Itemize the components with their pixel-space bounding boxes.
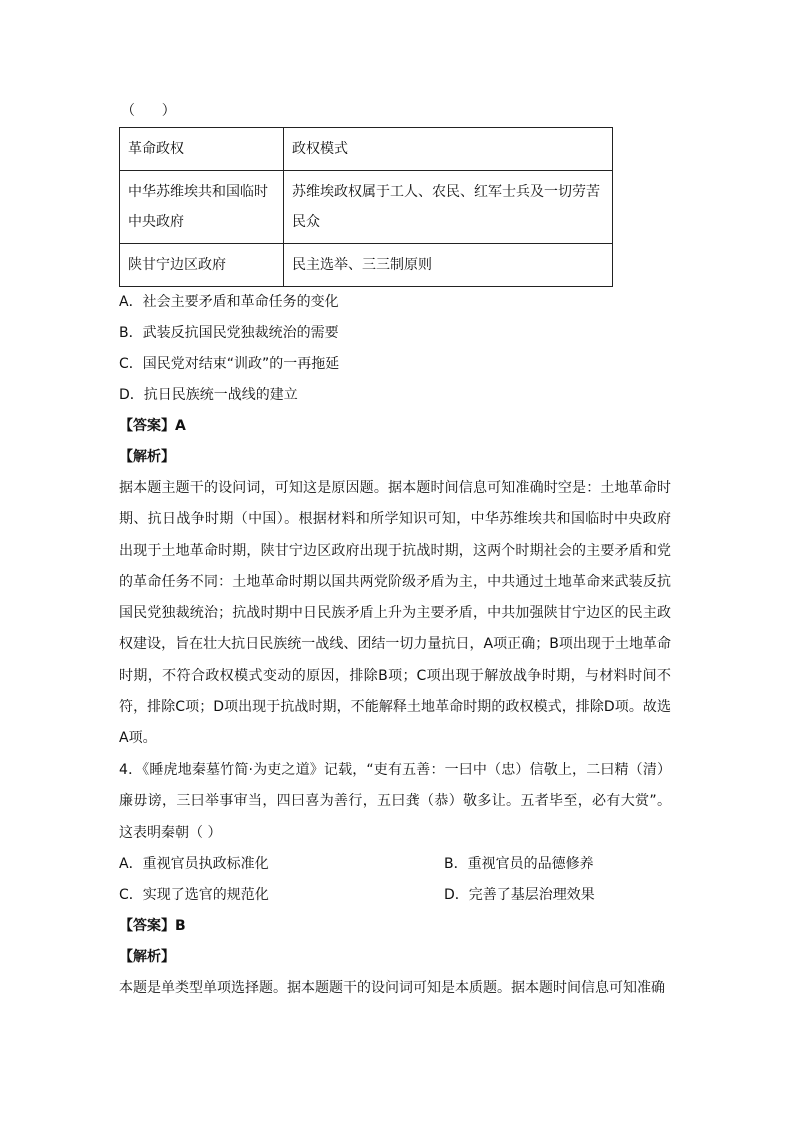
q3-answer: 【答案】A bbox=[119, 418, 186, 434]
q4-option-d: D．完善了基层治理效果 bbox=[444, 886, 595, 903]
q3-body bbox=[119, 287, 679, 755]
table-row bbox=[120, 171, 613, 244]
table-cell: 苏维埃政权属于工人、农民、红军士兵及一切劳苦民众 bbox=[284, 171, 613, 244]
q3-material-table bbox=[119, 127, 613, 287]
q4-option-a: A．重视官员执政标准化 bbox=[119, 855, 269, 872]
table-cell: 中华苏维埃共和国临时中央政府 bbox=[120, 171, 284, 244]
q4-analysis-label: 【解析】 bbox=[119, 948, 175, 965]
q3-option-c: C．国民党对结束“训政”的一再拖延 bbox=[119, 356, 340, 372]
q3-option-a: A．社会主要矛盾和革命任务的变化 bbox=[119, 294, 339, 310]
table-cell: 陕甘宁边区政府 bbox=[120, 244, 284, 287]
q4-options-row-2 bbox=[119, 880, 679, 911]
q4-option-b: B．重视官员的品德修养 bbox=[444, 855, 594, 872]
table-header-cell: 革命政权 bbox=[120, 128, 284, 171]
q3-option-d: D．抗日民族统一战线的建立 bbox=[119, 387, 298, 403]
q4-stem: 4．《睡虎地秦墓竹简·为吏之道》记载，“吏有五善：一曰中（忠）信敬上，二曰精（清）廉毋谤，三曰举事审当，四曰喜为善行，五曰龚（恭）敬多让。五者毕至，必有大赏”。这表明秦朝（ ） bbox=[119, 762, 671, 841]
q4-option-c: C．实现了选官的规范化 bbox=[119, 886, 269, 903]
table-header-row bbox=[120, 128, 613, 171]
q4-body bbox=[119, 755, 679, 1004]
q4-options-row-1 bbox=[119, 849, 679, 880]
q3-analysis-label: 【解析】 bbox=[119, 449, 175, 465]
q3-option-b: B．武装反抗国民党独裁统治的需要 bbox=[119, 325, 339, 341]
table-cell: 民主选举、三三制原则 bbox=[284, 244, 613, 287]
q4-answer: 【答案】B bbox=[119, 917, 186, 934]
q3-stem-tail: （ ） bbox=[121, 103, 176, 119]
table-header-cell: 政权模式 bbox=[284, 128, 613, 171]
q4-analysis-text: 本题是单类型单项选择题。据本题题干的设问词可知是本质题。据本题时间信息可知准确 bbox=[119, 979, 665, 996]
table-row bbox=[120, 244, 613, 287]
q3-analysis-text: 据本题主题干的设问词，可知这是原因题。据本题时间信息可知准确时空是：土地革命时期、抗日战争时期（中国）。根据材料和所学知识可知，中华苏维埃共和国临时中央政府出现于土地革命时期，陕甘宁边区政府出现于抗战时期，这两个时期社会的主要矛盾和党的革命任务不同：土地革命时期以国共两党阶级矛盾为主，中共通过土地革命来武装反抗国民党独裁统治；抗战时期中日民族矛盾上升为主要矛盾，中共加强陕甘宁边区的民主政权建设，旨在壮大抗日民族统一战线、团结一切力量抗日，A项正确；B项出现于土地革命时期，不符合政权模式变动的原因，排除B项；C项出现于解放战争时期，与材料时间不符，排除C项；D项出现于抗战时期，不能解释土地革命时期的政权模式，排除D项。故选A项。 bbox=[119, 480, 671, 747]
